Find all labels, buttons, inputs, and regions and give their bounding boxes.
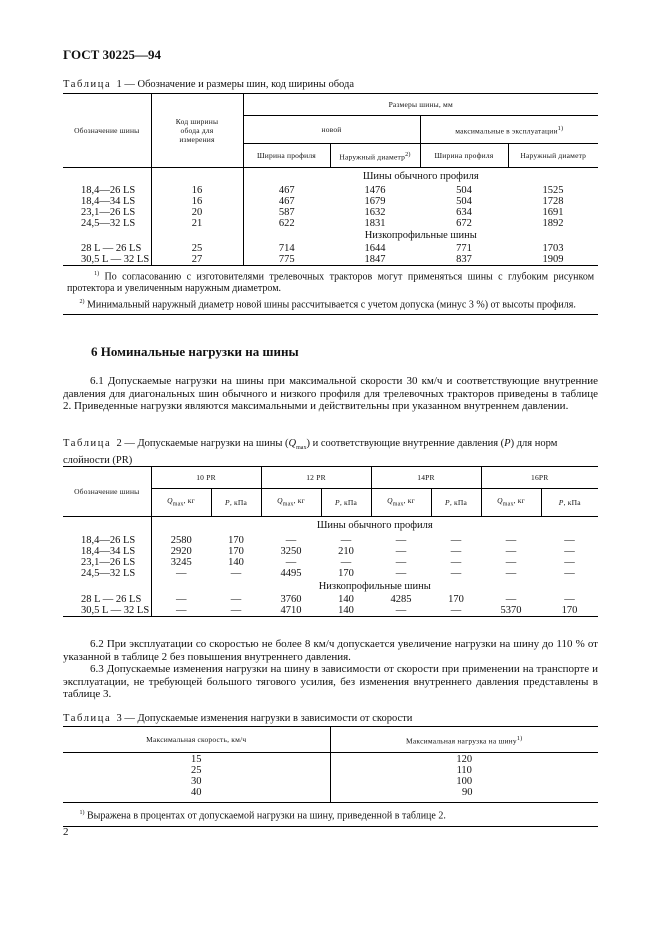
t1-value: 587 — [278, 206, 295, 218]
t1-value: 634 — [456, 206, 472, 218]
paragraph-6-2: 6.2 При эксплуатации со скоростью не более 8 км/ч допускается увеличение нагрузки на шину до 110 % от указанной в таблице 2 без повышения внутреннего давления. — [63, 638, 598, 663]
t2-value: — — [340, 534, 352, 546]
t1-value: 504 — [456, 184, 472, 196]
t2-value: 140 — [228, 556, 244, 568]
t3-speed: 30 — [191, 776, 202, 787]
t2-value: 140 — [321, 605, 371, 617]
t2-value: — — [564, 556, 575, 568]
table-row — [63, 605, 598, 617]
t1-section-low: Низкопрофильные шины — [364, 230, 477, 241]
t1-value: 1644 — [364, 242, 386, 254]
t2-value: — — [450, 567, 462, 579]
t1-note1: $^{1)}$ По согласованию с изготовителями трелевочных тракторов могут применяться шины с глубоким рисунком протектора и увеличенным наружным диаметром. — [67, 270, 595, 295]
table3 — [63, 726, 598, 827]
t2-value: 4285 — [390, 593, 412, 605]
t1-h-width: Ширина профиля — [243, 144, 330, 168]
t2-value: — — [450, 534, 462, 546]
t2-value: — — [505, 534, 517, 546]
t3-note: $^{1)}$ Выражена в процентах от допускаемой нагрузки на шину, приведенной в таблице 2. — [63, 803, 598, 827]
table1-caption — [63, 79, 354, 90]
t1-section-normal: Шины обычного профиля — [362, 170, 479, 182]
t3-load: 100 — [456, 776, 473, 787]
t2-value: — — [450, 545, 462, 557]
t3-speed: 25 — [191, 765, 202, 776]
t1-value: 1632 — [364, 206, 386, 218]
t1-tire-designation: 24,5—32 LS — [63, 218, 151, 229]
t2-value: — — [395, 556, 407, 568]
t3-load: 110 — [456, 765, 472, 776]
t2-section-low: Низкопрофильные шины — [318, 580, 431, 592]
t2-h-qmax: $Q_{max}$, кг — [481, 489, 541, 517]
t2-value: — — [505, 545, 517, 557]
t1-value: 714 — [278, 242, 295, 254]
t2-h-group-16pr: 16PR — [481, 467, 598, 489]
t2-value: 170 — [448, 593, 464, 605]
t1-value: 672 — [456, 217, 472, 229]
t2-tire-designation: 30,5 L — 32 LS — [63, 605, 151, 617]
t1-h-max-use: максимальные в эксплуатации$^{1)}$ — [420, 116, 598, 144]
t2-value: 170 — [228, 545, 244, 557]
t3-load: 120 — [456, 754, 473, 765]
t2-h-pressure: P, кПа — [541, 489, 598, 517]
t2-tire-designation: 23,1—26 LS — [63, 557, 151, 568]
t2-value: 170 — [228, 534, 244, 546]
t2-value: 2580 — [170, 534, 192, 546]
t2-value: — — [340, 556, 352, 568]
t3-speed: 15 — [191, 754, 202, 765]
table-row — [63, 568, 598, 579]
t2-value: — — [505, 556, 517, 568]
t1-tire-designation: 23,1—26 LS — [63, 207, 151, 218]
t1-value: 1679 — [364, 195, 386, 207]
t2-value: 170 — [338, 567, 354, 579]
t1-h-width2: Ширина профиля — [420, 144, 508, 168]
t1-tire-designation: 18,4—34 LS — [63, 196, 151, 207]
table3-caption: Таблица 3 — Допускаемые изменения нагрузки в зависимости от скорости — [63, 713, 413, 724]
t2-h-group-14pr: 14PR — [371, 467, 481, 489]
t3-loads-cell — [330, 753, 598, 803]
t2-value: — — [505, 567, 517, 579]
t1-value: 775 — [278, 253, 295, 265]
table-row — [63, 535, 598, 546]
t2-h-qmax: $Q_{max}$, кг — [151, 489, 211, 517]
t2-h-designation: Обозначение шины — [63, 467, 151, 517]
t1-notes — [63, 265, 598, 314]
table-row — [63, 546, 598, 557]
t2-h-group-12pr: 12 PR — [261, 467, 371, 489]
t2-value: — — [176, 593, 187, 605]
t1-value: 1892 — [542, 217, 564, 229]
t1-rows-normal — [63, 185, 598, 229]
t1-value: 16 — [151, 185, 243, 196]
table-row — [63, 218, 598, 229]
t1-h-diam: Наружный диаметр$^{2)}$ — [330, 144, 420, 168]
t1-h-new: новой — [243, 116, 420, 144]
t3-h-load: Максимальная нагрузка на шину$^{1)}$ — [330, 727, 598, 753]
t2-rows-low — [63, 594, 598, 617]
t1-value: 622 — [278, 217, 295, 229]
t2-value: 3760 — [280, 593, 302, 605]
t3-h-speed: Максимальная скорость, км/ч — [63, 727, 330, 753]
table-row — [63, 243, 598, 254]
table1 — [63, 93, 598, 315]
t1-value: 1831 — [364, 217, 386, 229]
t2-value: — — [395, 534, 407, 546]
t2-h-pressure: P, кПа — [211, 489, 261, 517]
t1-value: 1847 — [364, 253, 386, 265]
t1-h-designation: Обозначение шины — [63, 94, 151, 168]
t2-value: 210 — [338, 545, 354, 557]
t1-value: 16 — [151, 196, 243, 207]
t2-section-normal: Шины обычного профиля — [316, 520, 433, 532]
t2-h-qmax: $Q_{max}$, кг — [261, 489, 321, 517]
table-row — [63, 207, 598, 218]
t2-value: 5370 — [481, 605, 541, 617]
t2-tire-designation: 24,5—32 LS — [63, 568, 151, 579]
t1-value: 1691 — [542, 206, 564, 218]
t1-value: 21 — [151, 218, 243, 229]
t2-value: 170 — [541, 605, 598, 617]
t1-value: 837 — [456, 253, 472, 265]
t2-value: 140 — [338, 593, 354, 605]
t1-h-diam2: Наружный диаметр — [508, 144, 598, 168]
t2-value: — — [211, 605, 261, 617]
t2-value: — — [395, 545, 407, 557]
t1-value: 1525 — [542, 184, 564, 196]
t2-value: — — [230, 567, 242, 579]
t1-value: 1703 — [542, 242, 564, 254]
t2-value: — — [230, 593, 242, 605]
t2-value: — — [176, 567, 187, 579]
t2-value: 4710 — [261, 605, 321, 617]
t1-value: 504 — [456, 195, 472, 207]
table-row — [63, 196, 598, 207]
t1-h-rim-code: Код ширины обода для измерения — [151, 94, 243, 168]
t2-value: — — [564, 593, 575, 605]
t1-rows-low — [63, 243, 598, 266]
t2-value: — — [564, 534, 575, 546]
t2-value: 3245 — [170, 556, 192, 568]
paragraph-6-3: 6.3 Допускаемые изменения нагрузки на шину в зависимости от скорости при применении на транспорте и эксплуатации, не требующей большого тягового усилия, без изменения внутреннего давления представлены в таблице 3. — [63, 663, 598, 700]
t2-value: — — [564, 545, 575, 557]
t2-h-qmax: $Q_{max}$, кг — [371, 489, 431, 517]
table2-caption: Таблица 2 — Допускаемые нагрузки на шины $(Q_{max})$ и соответствующие внутренние давления (P) для норм слойности (PR) — [63, 438, 558, 466]
t2-h-group-10pr: 10 PR — [151, 467, 261, 489]
t3-speeds-cell — [63, 753, 330, 803]
t2-value: — — [151, 605, 211, 617]
t2-value: 3250 — [280, 545, 302, 557]
t1-value: 467 — [278, 184, 295, 196]
t2-tire-designation: 18,4—26 LS — [63, 535, 151, 546]
section6-title: 6 Номинальные нагрузки на шины — [91, 344, 299, 359]
t2-value: — — [285, 534, 297, 546]
t2-value: — — [505, 593, 517, 605]
t2-value: 4495 — [280, 567, 302, 579]
t2-h-pressure: P, кПа — [431, 489, 481, 517]
table2 — [63, 466, 598, 617]
t1-value: 20 — [151, 207, 243, 218]
t1-value: 467 — [278, 195, 295, 207]
table-row — [63, 254, 598, 266]
table-row — [63, 185, 598, 196]
t2-tire-designation: 18,4—34 LS — [63, 546, 151, 557]
t3-load: 90 — [462, 787, 473, 798]
table-row — [63, 594, 598, 605]
paragraph-6-1: 6.1 Допускаемые нагрузки на шины при максимальной скорости 30 км/ч и соответствующие внутренние давления для диагональных шин обычного и низкого профиля для трелевочных тракторов приведены в таблице 2. Приведенные нагрузки являются максимальными и действительны при указанном внутреннем давлении. — [63, 375, 598, 412]
t2-value: 2920 — [170, 545, 192, 557]
table-row — [63, 557, 598, 568]
t1-h-sizes: Размеры шины, мм — [243, 94, 598, 116]
t2-value: — — [371, 605, 431, 617]
t2-value: — — [431, 605, 481, 617]
page-number: 2 — [63, 826, 69, 838]
t3-speed: 40 — [191, 787, 202, 798]
t2-h-pressure: P, кПа — [321, 489, 371, 517]
table1-caption-text: 1 — Обозначение и размеры шин, код ширины обода — [116, 79, 354, 90]
t1-value: 27 — [151, 254, 243, 266]
t2-value: — — [450, 556, 462, 568]
t1-value: 1728 — [542, 195, 564, 207]
t1-value: 1476 — [364, 184, 386, 196]
t1-value: 1909 — [542, 253, 564, 265]
t1-tire-designation: 30,5 L — 32 LS — [63, 254, 151, 266]
t2-tire-designation: 28 L — 26 LS — [63, 594, 151, 605]
table1-label: Таблица — [63, 79, 112, 90]
t1-tire-designation: 28 L — 26 LS — [63, 243, 151, 254]
t1-value: 771 — [456, 242, 472, 254]
document-header: ГОСТ 30225—94 — [63, 47, 162, 62]
t2-value: — — [285, 556, 297, 568]
t2-value: — — [395, 567, 407, 579]
t1-note2: $^{2)}$ Минимальный наружный диаметр новой шины рассчитывается с учетом допуска (минус 3 %) от высоты профиля. — [79, 298, 576, 311]
t2-value: — — [564, 567, 575, 579]
t2-rows-normal — [63, 535, 598, 579]
t1-value: 25 — [151, 243, 243, 254]
t1-tire-designation: 18,4—26 LS — [63, 185, 151, 196]
